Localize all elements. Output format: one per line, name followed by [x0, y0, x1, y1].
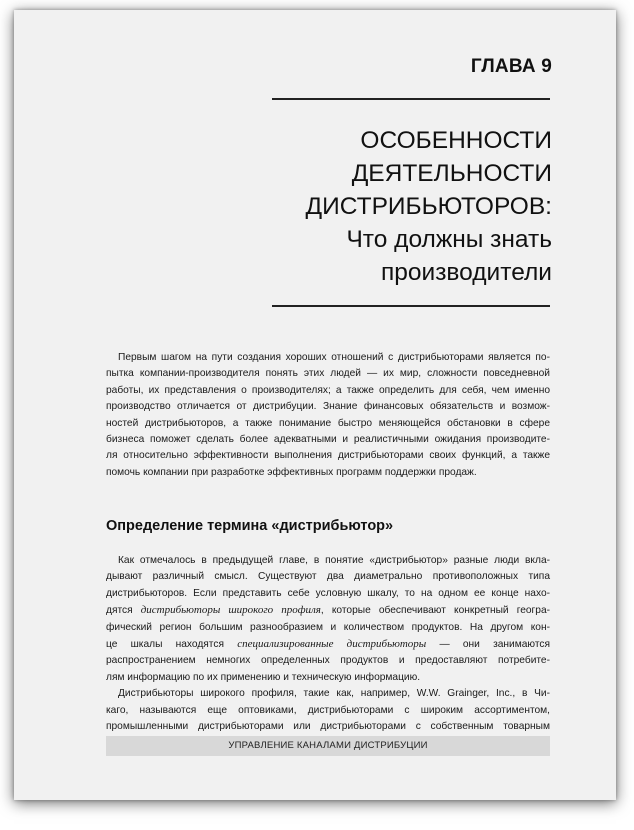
text-line: лям информацию по их применению и техническую информацию.: [106, 671, 421, 683]
italic-term: специализированные дистрибьюторы: [237, 638, 427, 651]
text-line: дывают различный смысл. Существуют два диаметрально противоположных типа: [106, 571, 550, 583]
chapter-title-line: Что должны знать: [346, 226, 552, 253]
text-line: работы, их представления о производителях; а также определить для себя, чем именно: [106, 384, 550, 396]
text-line: фический регион большим разнообразием и количеством продуктов. На другом кон-: [106, 621, 550, 633]
text-run: , которые обеспечивают конкретный геогра-: [320, 605, 550, 617]
text-line: дистрибьюторов. Если представить себе условную шкалу, то на одном ее конце нахо-: [106, 587, 550, 599]
chapter-label: ГЛАВА 9: [470, 56, 552, 77]
text-line: ностей дистрибьюторов, а также понимание быстро меняющейся обстановки в сфере: [106, 417, 550, 429]
chapter-title-line: ДЕЯТЕЛЬНОСТИ: [351, 160, 552, 187]
intro-paragraph: [106, 350, 550, 481]
section-heading: Определение термина «дистрибьютор»: [106, 518, 394, 534]
text-line: ля относительно эффективности выполнения дистрибьюторами своих функций, а также: [106, 450, 550, 462]
text-line: Дистрибьюторы широкого профиля, такие как, например, W.W. Grainger, Inc., в Чи-: [118, 688, 550, 700]
title-rule-bottom: [272, 305, 550, 307]
text-line: [106, 602, 550, 619]
text-line: производство отличается от дистрибуции. Знание финансовых обязательств и возмож-: [106, 401, 550, 413]
text-run: дятся: [106, 605, 141, 617]
chapter-title-line: ДИСТРИБЬЮТОРОВ:: [305, 193, 552, 220]
text-line: помочь компании при разработке эффективных программ поддержки продаж.: [106, 466, 477, 478]
text-line: Первым шагом на пути создания хороших отношений с дистрибьюторами является по-: [118, 352, 550, 363]
chapter-title-line: производители: [381, 259, 552, 286]
title-rule-top: [272, 98, 550, 100]
book-page: [14, 10, 616, 800]
text-line: бизнеса поможет сделать более адекватными и реалистичными ожидания производите-: [106, 434, 550, 446]
chapter-title: [192, 124, 552, 289]
running-footer: УПРАВЛЕНИЕ КАНАЛАМИ ДИСТРИБУЦИИ: [106, 736, 550, 756]
chapter-title-line: ОСОБЕННОСТИ: [360, 127, 552, 154]
text-run: — они занимаются: [426, 639, 550, 651]
text-line: Как отмечалось в предыдущей главе, в понятие «дистрибьютор» разные люди вкла-: [118, 555, 550, 566]
italic-term: дистрибьюторы широкого профиля: [140, 604, 321, 617]
text-line: [106, 636, 550, 653]
section-body: [106, 553, 550, 735]
text-run: це шкалы находятся: [106, 639, 238, 651]
text-line: промышленными дистрибьюторами или дистрибьюторами с собственным товарным: [106, 721, 550, 733]
text-line: распространением немногих определенных продуктов и предоставляют потребите-: [106, 655, 550, 667]
text-line: пытка компании-производителя понять этих людей — их мир, сложности повседневной: [106, 368, 550, 380]
text-line: каго, называются еще оптовиками, дистрибьюторами с широким ассортиментом,: [106, 704, 550, 716]
